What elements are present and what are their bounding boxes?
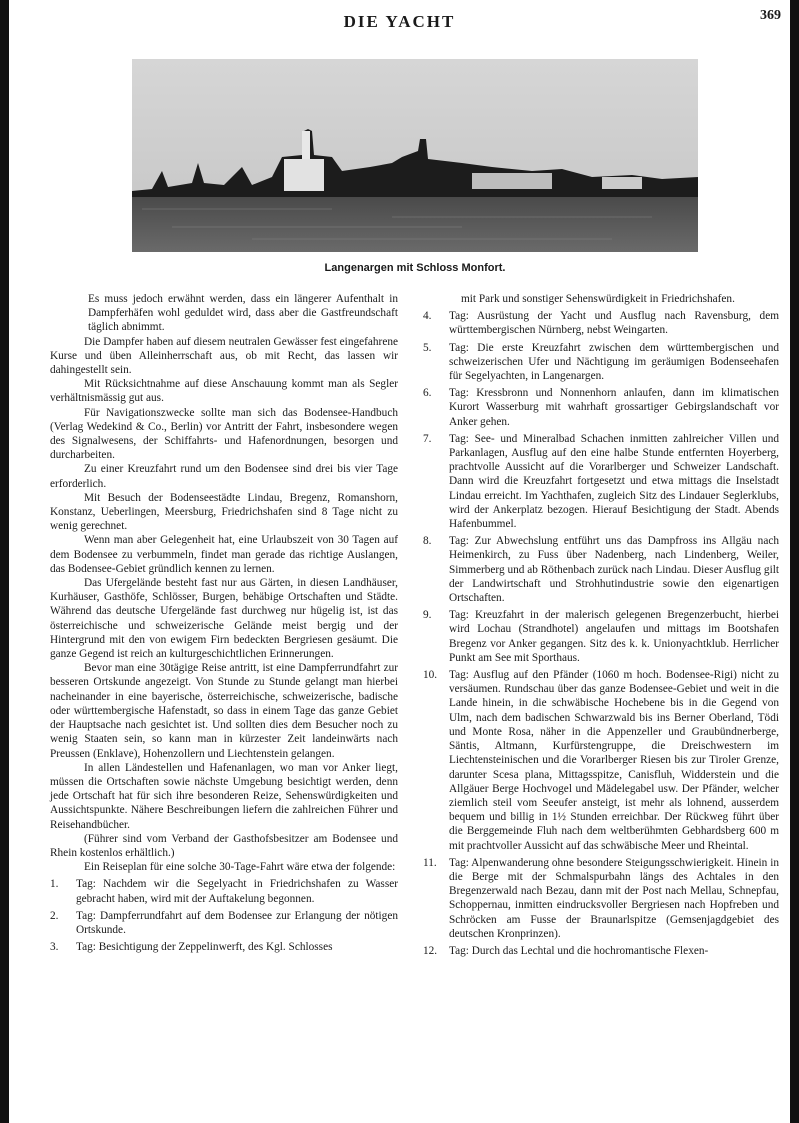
item-number: 12.: [423, 944, 438, 957]
lake-photo: [132, 59, 698, 252]
item-text: Tag: Ausrüstung der Yacht und Ausflug nach Ravensburg, dem württembergischen Nürnberg, nebst Weingarten.: [449, 310, 779, 337]
item-number: 9.: [423, 609, 432, 622]
list-item: [50, 940, 398, 954]
item-number: 3.: [50, 941, 59, 954]
item-text: Tag: Kressbronn und Nonnenhorn anlaufen, dann im klimatischen Kurort Wasserburg mit wahrhaft grossartiger Gebirgslandschaft vor Anker gehen.: [449, 387, 779, 428]
scan-edge-right: [790, 0, 799, 1123]
item-number: 1.: [50, 878, 59, 891]
item-text: Tag: Ausflug auf den Pfänder (1060 m hoch. Bodensee-Rigi) nicht zu versäumen. Rundschau über das ganze Bodensee-Gebiet und weit in die Lande hinein, in die schwäbische Hochebene bis in die Gegend von Ulm, nach dem badischen Schwarzwald bis ins Berner Oberland, Tödi und Monte Rosa, näher in die Appenzeller und Graubündnerberge, Säntis, Altmann, Kurfürstengruppe, die Dreischwestern im Liechtensteinischen und die Vorarlberger Riesen bis zur Tiroler Grenze, darunter Scesa plana, Mittagsspitze, Canisfluh, Widderstein und die Allgäuer Berge Hochvogel und Mädelegabel usw. Der Pfänder, welcher ziemlich steil vom Seeufer ansteigt, ist mehr als lohnend, ausserdem bequem und billig in 1½ Stunden erreichbar. Der Rückweg führt über die Berggemeinde Fluh nach dem weltberühmten Gebhardsberg 600 m mit prachtvoller Aussicht auf das schwäbische Meer und Rheintal.: [449, 669, 779, 852]
list-item: [423, 309, 779, 337]
item-text: Tag: Kreuzfahrt in der malerisch gelegenen Bregenzerbucht, hierbei wird Lochau (Strandhotel) angelaufen und mittags im Bootshafen Bregenz vor Anker gegangen. Sitz des k. k. Unionyachtklub. Herrlicher Punkt am See mit Sporthaus.: [449, 609, 779, 664]
paragraph: Ein Reiseplan für eine solche 30-Tage-Fahrt wäre etwa der folgende:: [84, 861, 396, 874]
item-text: Tag: Die erste Kreuzfahrt zwischen dem württembergischen und schweizerischen Ufer und Nächtigung im geräumigen Bodenseehafen für Segelyachten, in Langenargen.: [449, 341, 779, 383]
item-number: 11.: [423, 856, 437, 869]
paragraph: Mit Rücksichtnahme auf diese Anschauung kommt man als Segler verhältnismässig gut aus.: [50, 378, 398, 405]
list-item: [50, 877, 398, 905]
item-number: 7.: [423, 432, 432, 445]
item-text: Tag: Besichtigung der Zeppelinwerft, des Kgl. Schlosses: [76, 941, 333, 954]
left-column: [50, 292, 398, 954]
photo-caption: Langenargen mit Schloss Monfort.: [324, 262, 506, 274]
paragraph: Es muss jedoch erwähnt werden, dass ein längerer Aufenthalt in Dampferhäfen wohl geduldet wird, dass aber die Gastfreundschaft täglich abnimmt.: [88, 293, 398, 334]
item-number: 5.: [423, 341, 432, 354]
paragraph: Wenn man aber Gelegenheit hat, eine Urlaubszeit von 30 Tagen auf dem Bodensee zu verbummeln, findet man gerade das richtige Auslangen, das Bodensee-Gebiet gründlich kennen zu lernen.: [50, 534, 398, 575]
continuation-text: mit Park und sonstiger Sehenswürdigkeit in Friedrichshafen.: [461, 293, 735, 305]
scan-edge-left: [0, 0, 9, 1123]
item-text: Tag: See- und Mineralbad Schachen inmitten zahlreicher Villen und Parkanlagen, Ausflug auf den eine halbe Stunde entfernten Hoyerberg, prachtvolle Aussicht auf die Vorarlberger und Schweizer Landschaft. Dann wird die Kreuzfahrt fortgesetzt und etwa mittags die Inselstadt Lindau erreicht. Im Yachthafen, zugleich Sitz des Lindauer Seglerklubs, wird der Ankerplatz bezogen. Hierauf Besichtigung der Stadt. Abends Hafenbummel.: [449, 432, 779, 531]
item-number: 4.: [423, 310, 432, 323]
paragraph: Zu einer Kreuzfahrt rund um den Bodensee sind drei bis vier Tage erforderlich.: [50, 463, 398, 490]
item-number: 10.: [423, 669, 438, 682]
paragraph: Die Dampfer haben auf diesem neutralen Gewässer fest eingefahrene Kurse und üben Alleinherrschaft aus, ob mit Recht, das lassen wir dahingestellt sein.: [50, 335, 398, 377]
list-item: [423, 856, 779, 941]
list-item: [423, 668, 779, 853]
page-title: DIE YACHT: [343, 12, 456, 31]
item-number: 8.: [423, 535, 432, 548]
list-item: [423, 386, 779, 429]
paragraph: Bevor man eine 30tägige Reise antritt, ist eine Dampferrundfahrt zur besseren Ortskunde angezeigt. Von Stunde zu Stunde gelangt man hierbei nacheinander in eine bayerische, österreichische, schweizerische, badische oder württembergische Hafenstadt, so dass in einem Tage das ganze Gebiet der Hauptsache nach gesichtet ist. Und sollten dies dem Besucher noch zu wenig Staaten sein, so kann man in kürzester Zeit landeinwärts nach Preussen (Enklave), Hohenzollern und Liechtenstein gelangen.: [50, 662, 398, 760]
paragraph: (Führer sind vom Verband der Gasthofsbesitzer am Bodensee und Rhein kostenlos erhältlich.): [50, 832, 398, 859]
item-text: Tag: Nachdem wir die Segelyacht in Friedrichshafen zu Wasser gebracht haben, wird mit der Auftakelung begonnen.: [76, 878, 398, 905]
item-number: 2.: [50, 909, 59, 922]
page-number: 369: [760, 8, 781, 23]
list-item: [50, 909, 398, 937]
paragraph: Mit Besuch der Bodenseestädte Lindau, Bregenz, Romanshorn, Konstanz, Ueberlingen, Meersburg, Friedrichshafen sind 8 Tage nicht zu wenig gerechnet.: [50, 491, 398, 533]
right-column: [423, 292, 779, 958]
paragraph: Das Ufergelände besteht fast nur aus Gärten, in diesen Landhäuser, Kurhäuser, Gasthöfe, Schlösser, Burgen, behäbige Ortschaften und Städte. Während das deutsche Ufergelände fast durchweg nur hügelig ist, ist das österreichische und schweizerische Gelände meist bergig und der Hintergrund mit den von ewigem Firn bedeckten Bergriesen gesäumt. Die ganze Gegend ist reich an kulturgeschichtlichen Erinnerungen.: [50, 577, 398, 661]
item-number: 6.: [423, 387, 432, 400]
paragraph: In allen Ländestellen und Hafenanlagen, wo man vor Anker liegt, müssen die Ortschaften sowie nächste Umgebung besichtigt werden, denn jede Ortschaft hat für sich ihre besonderen Reize, Sehenswürdigkeiten und Aussichtspunkte. Nähere Beschreibungen liefern die zahlreichen Führer und Reisehandbücher.: [50, 761, 398, 831]
paragraph: Für Navigationszwecke sollte man sich das Bodensee-Handbuch (Verlag Wedekind & Co., Berlin) vor Antritt der Fahrt, insbesondere wegen des Signalwesens, der Schiffahrts- und Hafenordnungen, besorgen und durcharbeiten.: [50, 406, 398, 462]
list-item: [423, 341, 779, 384]
item-text: Tag: Dampferrundfahrt auf dem Bodensee zur Erlangung der nötigen Ortskunde.: [76, 909, 398, 936]
item-text: Tag: Alpenwanderung ohne besondere Steigungsschwierigkeit. Hinein in die Berge mit der Schmalspurbahn längs des Achtales in den Bregenzerwald nach Bezau, dann mit der Post nach Mellau, Schnepfau, Schoppernau, inmitten eindrucksvoller Bergriesen nach Hopfreben und Schröcken am Fusse der Braunarlspitze (Gemsenjagdgebiet des deutschen Kronprinzen).: [449, 856, 779, 940]
list-item: [423, 432, 779, 531]
castle-landscape-image: [132, 59, 698, 252]
list-item: [423, 944, 779, 958]
list-item: [423, 608, 779, 665]
list-item: [423, 534, 779, 605]
item-text: Tag: Zur Abwechslung entführt uns das Dampfross ins Allgäu nach Heimenkirch, zu Fuss über Nadenberg, nach Lindenberg, Weiler, Simmerberg und ab Röthenbach zurück nach Lindau. Dieser Ausflug gilt der Landwirtschaft und Strohhutindustrie sowie den eigenartigen Ortschaften.: [449, 535, 779, 605]
item-text: Tag: Durch das Lechtal und die hochromantische Flexen-: [449, 944, 709, 957]
